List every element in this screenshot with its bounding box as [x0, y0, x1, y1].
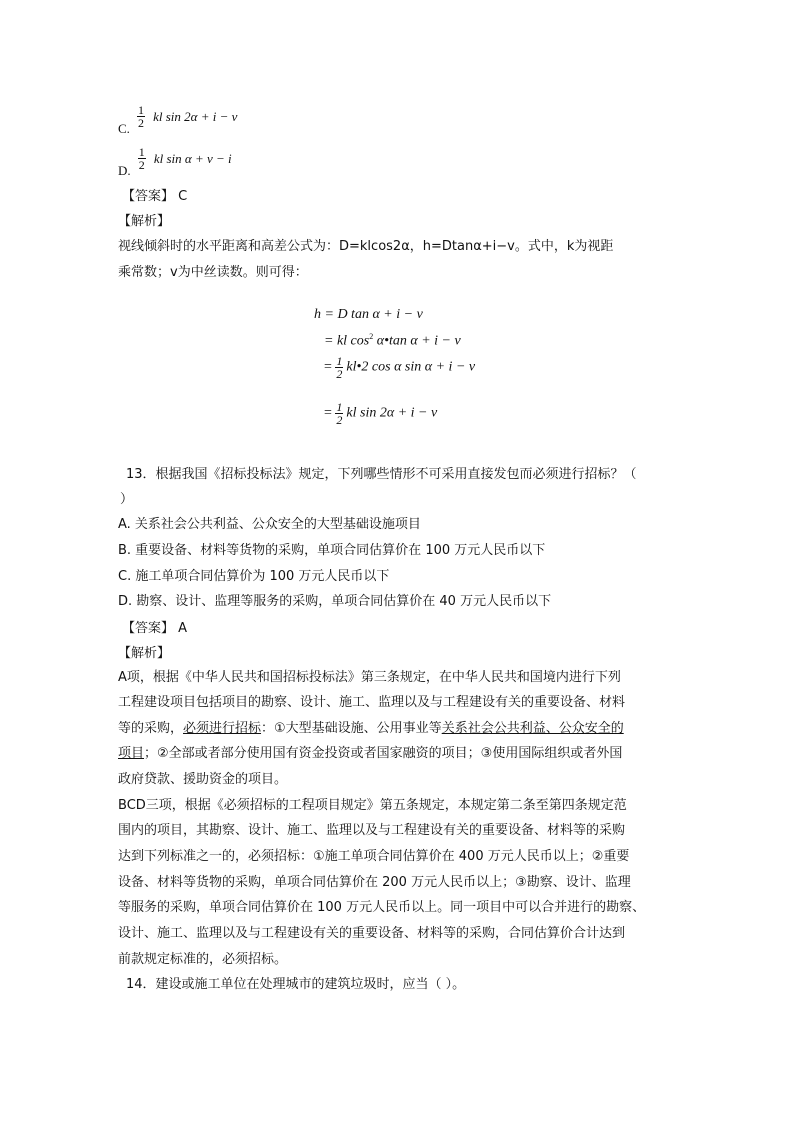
option-c: C. 施工单项合同估算价为 100 万元人民币以下 [118, 569, 390, 584]
question-text: 13．根据我国《招标投标法》规定，下列哪些情形不可采用直接发包而必须进行招标？（ [126, 467, 637, 482]
derivation-part: = kl cos [324, 333, 370, 349]
fraction-numerator: 1 [138, 145, 145, 159]
text-run: ：①大型基础设施、公用事业等 [261, 721, 442, 736]
fraction [335, 401, 343, 426]
answer: 【答案】 A [122, 621, 188, 636]
analysis-text [118, 746, 622, 762]
analysis-text: 等服务的采购，单项合同估算价在 100 万元人民币以上。同一项目中可以合并进行的勘察、 [118, 900, 646, 915]
analysis-text: 设计、施工、监理以及与工程建设有关的重要设备、材料等的采购，合同估算价合计达到 [118, 926, 626, 941]
text-run: 等的采购， [118, 721, 184, 736]
fraction-denominator: 2 [138, 116, 145, 130]
option-letter: C. [118, 121, 130, 136]
fraction-denominator: 2 [138, 158, 145, 172]
fraction-numerator: 1 [336, 400, 343, 414]
fraction-denominator: 2 [336, 413, 343, 427]
fraction-numerator: 1 [336, 354, 343, 368]
fraction-denominator: 2 [336, 367, 343, 381]
underlined-text: 关系社会公共利益、公众安全的 [441, 721, 624, 736]
derivation-line: = $\frac{1}{2}$ kl•2 cos α sin α + i − v [324, 354, 476, 381]
question-text: ） [120, 492, 134, 507]
derivation-exponent: 2 [369, 332, 374, 341]
analysis-text: BCD三项，根据《必须招标的工程项目规定》第五条规定，本规定第二条至第四条规定范 [118, 798, 627, 813]
analysis-text: A项，根据《中华人民共和国招标投标法》第三条规定，在中华人民共和国境内进行下列 [118, 670, 621, 685]
analysis-text [118, 721, 624, 737]
underlined-text: 必须进行招标 [183, 721, 262, 736]
analysis-text: 前款规定标准的，必须招标。 [118, 952, 288, 967]
question-text: 14．建设或施工单位在处理城市的建筑垃圾时，应当（ ）。 [126, 977, 466, 992]
derivation-part: kl sin 2α + i − v [346, 405, 438, 421]
option-d: D. 勘察、设计、监理等服务的采购，单项合同估算价在 40 万元人民币以下 [118, 594, 552, 609]
derivation-line: h = D tan α + i − v [314, 307, 423, 322]
underlined-text: 项目 [118, 746, 145, 761]
analysis-text: 围内的项目，其勘察、设计、施工、监理以及与工程建设有关的重要设备、材料等的采购 [118, 823, 626, 838]
answer: 【答案】 C [122, 189, 188, 204]
derivation-line [324, 332, 461, 350]
analysis-text: 乘常数；v为中丝读数。则可得： [118, 265, 308, 280]
fraction-numerator: 1 [138, 103, 145, 117]
derivation-line: = $\frac{1}{2}$ kl sin 2α + i − v [324, 400, 438, 427]
formula: kl sin 2α + i − v [153, 109, 238, 124]
analysis-text: 政府贷款、援助资金的项目。 [118, 772, 288, 787]
analysis-text: 设备、材料等货物的采购，单项合同估算价在 200 万元人民币以上；③勘察、设计、监理 [118, 875, 631, 890]
derivation-part: α•tan α + i − v [373, 333, 461, 349]
derivation-part: kl•2 cos α sin α + i − v [346, 359, 476, 375]
fraction [137, 104, 145, 129]
fraction [138, 146, 146, 171]
option-b: B. 重要设备、材料等货物的采购，单项合同估算价在 100 万元人民币以下 [118, 543, 546, 558]
analysis-text: 达到下列标准之一的，必须招标：①施工单项合同估算价在 400 万元人民币以上；②重要 [118, 849, 630, 864]
formula: kl sin α + v − i [153, 151, 232, 166]
option-c [118, 103, 238, 136]
option-letter: D. [118, 163, 131, 178]
analysis-label: 【解析】 [118, 646, 171, 661]
analysis-label: 【解析】 [118, 214, 171, 229]
option-a: A. 关系社会公共利益、公众安全的大型基础设施项目 [118, 517, 421, 532]
fraction [335, 355, 343, 380]
analysis-text: 视线倾斜时的水平距离和高差公式为：D=klcos2α，h=Dtanα+i−v。式中，k为视距 [118, 239, 614, 254]
option-d [118, 145, 232, 178]
analysis-text: 工程建设项目包括项目的勘察、设计、施工、监理以及与工程建设有关的重要设备、材料 [118, 695, 626, 710]
text-run: ；②全部或者部分使用国有资金投资或者国家融资的项目；③使用国际组织或者外国 [144, 746, 623, 761]
